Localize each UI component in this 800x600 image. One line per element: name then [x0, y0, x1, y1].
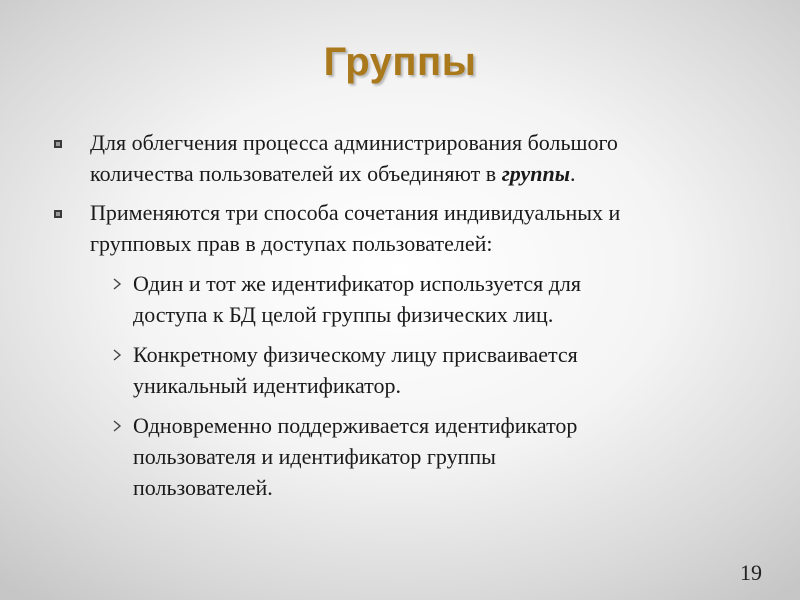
slide-title: Группы [323, 40, 477, 84]
arrow-bullet-icon [110, 277, 124, 291]
sub-bullet-1-line-2: доступа к БД целой группы физических лиц. [133, 302, 554, 327]
sub-bullet-3-line-1: Одновременно поддерживается идентификатор [133, 413, 578, 438]
sub-bullet-3-line-3: пользователей. [133, 475, 273, 500]
bullet-1-emphasis: группы [501, 161, 571, 186]
square-bullet-icon [53, 209, 63, 219]
bullet-1-line-2-text: количества пользователей их объединяют в [90, 161, 502, 186]
arrow-bullet-icon [110, 419, 124, 433]
sub-bullet-1-line-1: Один и тот же идентификатор используется для [133, 271, 582, 296]
sub-bullet-2-line-1: Конкретному физическому лицу присваивается [133, 342, 578, 367]
square-bullet-icon [53, 139, 63, 149]
slide-number: 19 [740, 560, 762, 585]
sub-bullet-3-line-2: пользователя и идентификатор группы [133, 444, 496, 469]
arrow-bullet-icon [110, 348, 124, 362]
bullet-1-line-2 [90, 158, 770, 189]
bullet-2-line-1: Применяются три способа сочетания индивидуальных и [90, 200, 621, 225]
bullet-1-tail: . [570, 161, 576, 186]
bullet-1-line-1: Для облегчения процесса администрирования большого [90, 130, 618, 155]
sub-bullet-2-line-2: уникальный идентификатор. [133, 373, 401, 398]
bullet-2-line-2: групповых прав в доступах пользователей: [90, 231, 493, 256]
